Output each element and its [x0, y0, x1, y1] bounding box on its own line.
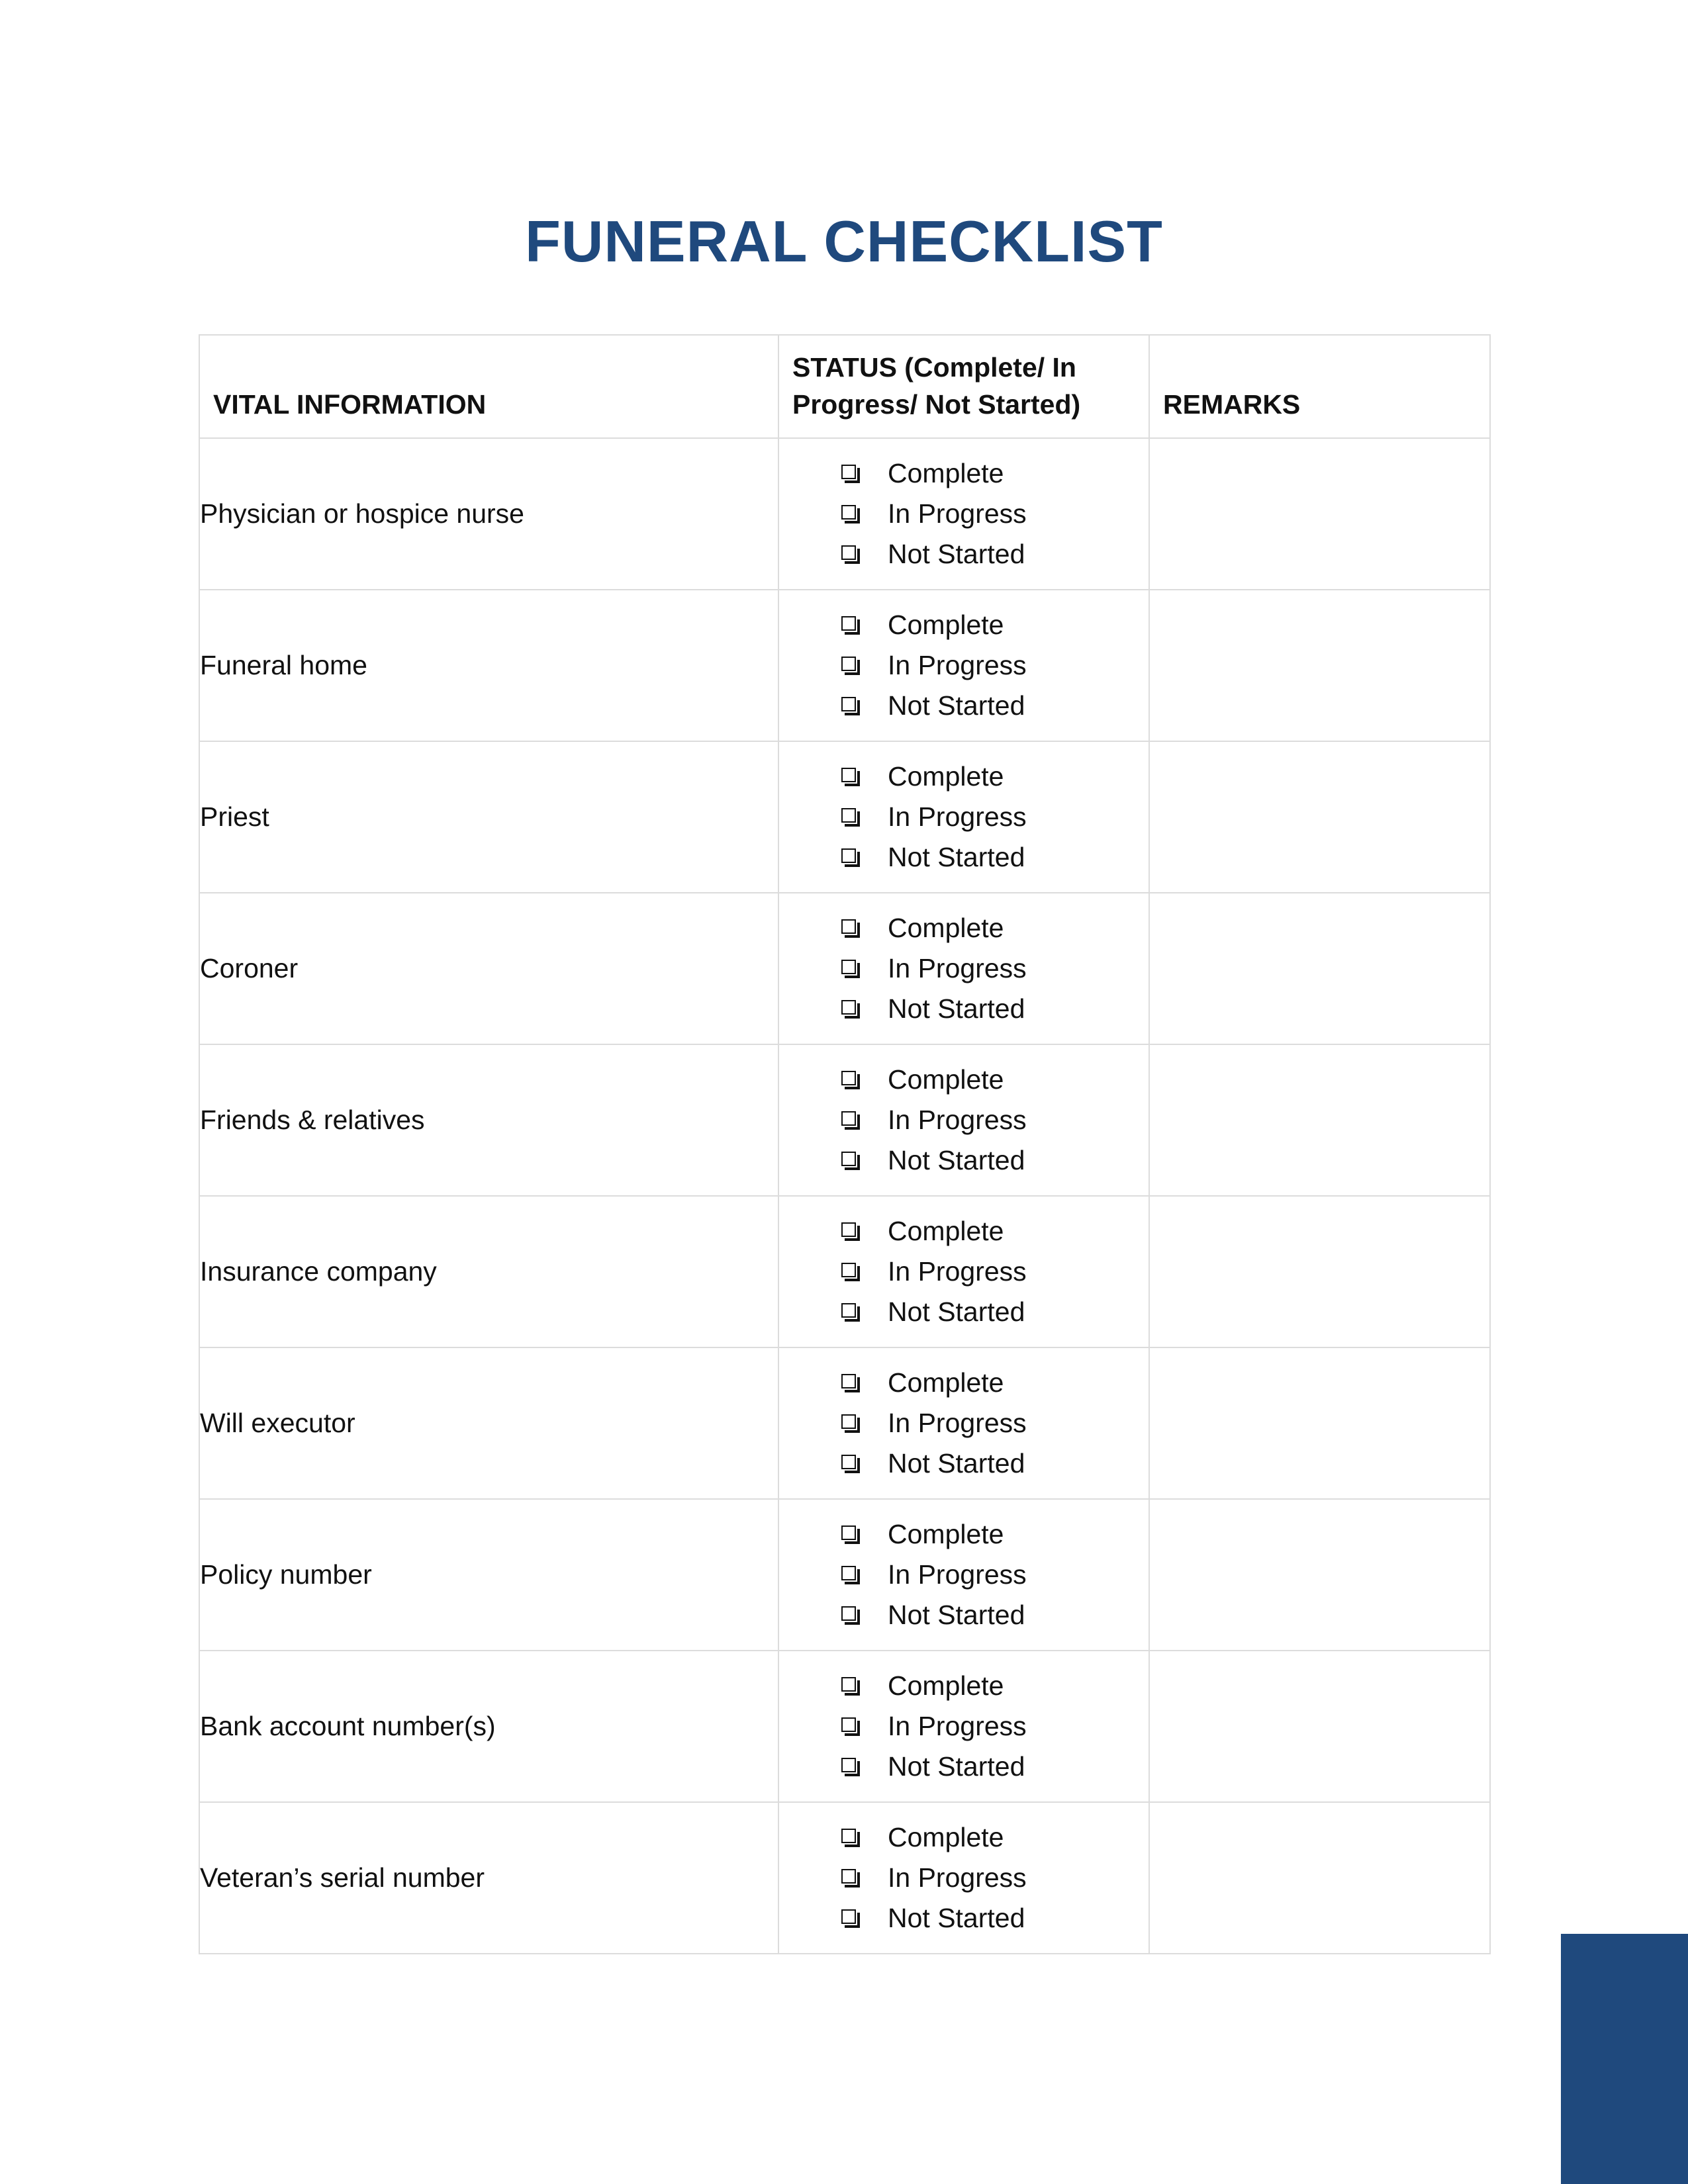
status-option-in-progress[interactable] — [841, 797, 1149, 837]
status-option-label: Complete — [888, 1216, 1004, 1246]
vital-information-label: Will executor — [199, 1347, 778, 1499]
checkbox-icon[interactable] — [841, 1455, 860, 1473]
status-options — [779, 1817, 1149, 1938]
status-option-label: Complete — [888, 1670, 1004, 1701]
status-option-label: In Progress — [888, 1256, 1027, 1287]
status-option-complete[interactable] — [841, 1817, 1149, 1858]
remarks-cell[interactable] — [1149, 893, 1490, 1044]
vital-information-label: Insurance company — [199, 1196, 778, 1347]
checkbox-icon[interactable] — [841, 848, 860, 867]
checkbox-icon[interactable] — [841, 545, 860, 564]
status-option-not-started[interactable] — [841, 989, 1149, 1029]
remarks-cell[interactable] — [1149, 438, 1490, 590]
header-vital-information: VITAL INFORMATION — [199, 335, 778, 438]
table-row — [199, 741, 1490, 893]
status-cell — [778, 590, 1149, 741]
status-option-label: Complete — [888, 1367, 1004, 1398]
remarks-cell[interactable] — [1149, 1347, 1490, 1499]
remarks-cell[interactable] — [1149, 1196, 1490, 1347]
status-option-not-started[interactable] — [841, 1595, 1149, 1635]
status-option-label: Complete — [888, 610, 1004, 640]
status-cell — [778, 1044, 1149, 1196]
checkbox-icon[interactable] — [841, 657, 860, 675]
status-options — [779, 1211, 1149, 1332]
table-body — [199, 438, 1490, 1954]
table-row — [199, 1802, 1490, 1954]
vital-information-label: Coroner — [199, 893, 778, 1044]
status-cell — [778, 893, 1149, 1044]
status-options — [779, 1666, 1149, 1787]
status-options — [779, 1514, 1149, 1635]
remarks-cell[interactable] — [1149, 1499, 1490, 1651]
status-cell — [778, 438, 1149, 590]
status-option-label: In Progress — [888, 801, 1027, 832]
status-option-label: In Progress — [888, 1408, 1027, 1438]
checkbox-icon[interactable] — [841, 1606, 860, 1625]
remarks-cell[interactable] — [1149, 1802, 1490, 1954]
checkbox-icon[interactable] — [841, 1303, 860, 1322]
checkbox-icon[interactable] — [841, 1525, 860, 1544]
checkbox-icon[interactable] — [841, 616, 860, 635]
status-option-label: In Progress — [888, 1862, 1027, 1893]
remarks-cell[interactable] — [1149, 1044, 1490, 1196]
table-row — [199, 1347, 1490, 1499]
status-option-label: Complete — [888, 1519, 1004, 1549]
checkbox-icon[interactable] — [841, 1152, 860, 1170]
status-option-in-progress[interactable] — [841, 948, 1149, 989]
status-option-not-started[interactable] — [841, 837, 1149, 878]
status-option-not-started[interactable] — [841, 1898, 1149, 1938]
checkbox-icon[interactable] — [841, 697, 860, 715]
checkbox-icon[interactable] — [841, 1829, 860, 1847]
status-cell — [778, 741, 1149, 893]
checkbox-icon[interactable] — [841, 1222, 860, 1241]
status-option-in-progress[interactable] — [841, 494, 1149, 534]
checkbox-icon[interactable] — [841, 1717, 860, 1736]
table-row — [199, 438, 1490, 590]
status-option-in-progress[interactable] — [841, 1858, 1149, 1898]
header-remarks: REMARKS — [1149, 335, 1490, 438]
remarks-cell[interactable] — [1149, 1651, 1490, 1802]
status-option-complete[interactable] — [841, 1666, 1149, 1706]
status-option-label: Not Started — [888, 842, 1025, 872]
status-options — [779, 453, 1149, 574]
table-row — [199, 1499, 1490, 1651]
status-option-not-started[interactable] — [841, 1292, 1149, 1332]
status-option-complete[interactable] — [841, 1363, 1149, 1403]
checkbox-icon[interactable] — [841, 505, 860, 523]
checkbox-icon[interactable] — [841, 465, 860, 483]
header-status — [778, 335, 1149, 438]
status-option-complete[interactable] — [841, 1060, 1149, 1100]
checkbox-icon[interactable] — [841, 960, 860, 978]
checkbox-icon[interactable] — [841, 1758, 860, 1776]
corner-accent-block — [1561, 1934, 1688, 2184]
status-options — [779, 756, 1149, 878]
checkbox-icon[interactable] — [841, 1263, 860, 1281]
checkbox-icon[interactable] — [841, 1909, 860, 1928]
status-option-label: Not Started — [888, 1448, 1025, 1479]
vital-information-label: Priest — [199, 741, 778, 893]
status-options — [779, 1060, 1149, 1181]
status-option-label: In Progress — [888, 1711, 1027, 1741]
checklist-table — [199, 334, 1491, 1954]
vital-information-label: Policy number — [199, 1499, 778, 1651]
vital-information-label: Bank account number(s) — [199, 1651, 778, 1802]
table-row — [199, 590, 1490, 741]
status-option-label: Not Started — [888, 993, 1025, 1024]
status-option-in-progress[interactable] — [841, 645, 1149, 686]
checkbox-icon[interactable] — [841, 1566, 860, 1584]
status-option-not-started[interactable] — [841, 1140, 1149, 1181]
status-option-complete[interactable] — [841, 453, 1149, 494]
checkbox-icon[interactable] — [841, 1869, 860, 1888]
header-status-line2: Progress/ Not Started) — [792, 389, 1081, 420]
checkbox-icon[interactable] — [841, 768, 860, 786]
header-status-line1: STATUS (Complete/ In — [792, 352, 1076, 383]
table-header-row — [199, 335, 1490, 438]
status-options — [779, 1363, 1149, 1484]
status-option-label: Not Started — [888, 1297, 1025, 1327]
status-option-label: Complete — [888, 761, 1004, 792]
status-option-label: Complete — [888, 1822, 1004, 1852]
checkbox-icon[interactable] — [841, 808, 860, 827]
remarks-cell[interactable] — [1149, 741, 1490, 893]
checkbox-icon[interactable] — [841, 1374, 860, 1392]
status-option-label: Not Started — [888, 1600, 1025, 1630]
status-option-not-started[interactable] — [841, 534, 1149, 574]
status-option-not-started[interactable] — [841, 1443, 1149, 1484]
status-option-in-progress[interactable] — [841, 1100, 1149, 1140]
checkbox-icon[interactable] — [841, 1414, 860, 1433]
status-option-label: Not Started — [888, 1903, 1025, 1933]
status-option-not-started[interactable] — [841, 1747, 1149, 1787]
status-cell — [778, 1499, 1149, 1651]
remarks-cell[interactable] — [1149, 590, 1490, 741]
vital-information-label: Veteran’s serial number — [199, 1802, 778, 1954]
status-cell — [778, 1651, 1149, 1802]
status-option-label: In Progress — [888, 953, 1027, 983]
checkbox-icon[interactable] — [841, 1677, 860, 1696]
status-option-complete[interactable] — [841, 1514, 1149, 1555]
checkbox-icon[interactable] — [841, 1071, 860, 1089]
vital-information-label: Physician or hospice nurse — [199, 438, 778, 590]
status-option-label: Complete — [888, 1064, 1004, 1095]
status-option-complete[interactable] — [841, 756, 1149, 797]
table-row — [199, 893, 1490, 1044]
status-option-in-progress[interactable] — [841, 1403, 1149, 1443]
status-option-not-started[interactable] — [841, 686, 1149, 726]
status-option-complete[interactable] — [841, 908, 1149, 948]
status-option-in-progress[interactable] — [841, 1706, 1149, 1747]
vital-information-label: Friends & relatives — [199, 1044, 778, 1196]
checkbox-icon[interactable] — [841, 1111, 860, 1130]
vital-information-label: Funeral home — [199, 590, 778, 741]
checkbox-icon[interactable] — [841, 1000, 860, 1019]
checkbox-icon[interactable] — [841, 919, 860, 938]
table-row — [199, 1044, 1490, 1196]
status-option-label: Not Started — [888, 690, 1025, 721]
status-option-label: In Progress — [888, 1105, 1027, 1135]
status-option-in-progress[interactable] — [841, 1555, 1149, 1595]
status-option-label: In Progress — [888, 650, 1027, 680]
status-cell — [778, 1196, 1149, 1347]
status-option-label: Complete — [888, 458, 1004, 488]
table-row — [199, 1651, 1490, 1802]
table-row — [199, 1196, 1490, 1347]
status-cell — [778, 1802, 1149, 1954]
page-title: FUNERAL CHECKLIST — [525, 208, 1163, 274]
status-options — [779, 605, 1149, 726]
status-cell — [778, 1347, 1149, 1499]
status-option-label: Not Started — [888, 1145, 1025, 1175]
status-option-complete[interactable] — [841, 605, 1149, 645]
status-option-label: In Progress — [888, 498, 1027, 529]
status-option-label: Complete — [888, 913, 1004, 943]
status-option-complete[interactable] — [841, 1211, 1149, 1251]
status-option-in-progress[interactable] — [841, 1251, 1149, 1292]
status-option-label: In Progress — [888, 1559, 1027, 1590]
status-option-label: Not Started — [888, 539, 1025, 569]
status-options — [779, 908, 1149, 1029]
status-option-label: Not Started — [888, 1751, 1025, 1782]
